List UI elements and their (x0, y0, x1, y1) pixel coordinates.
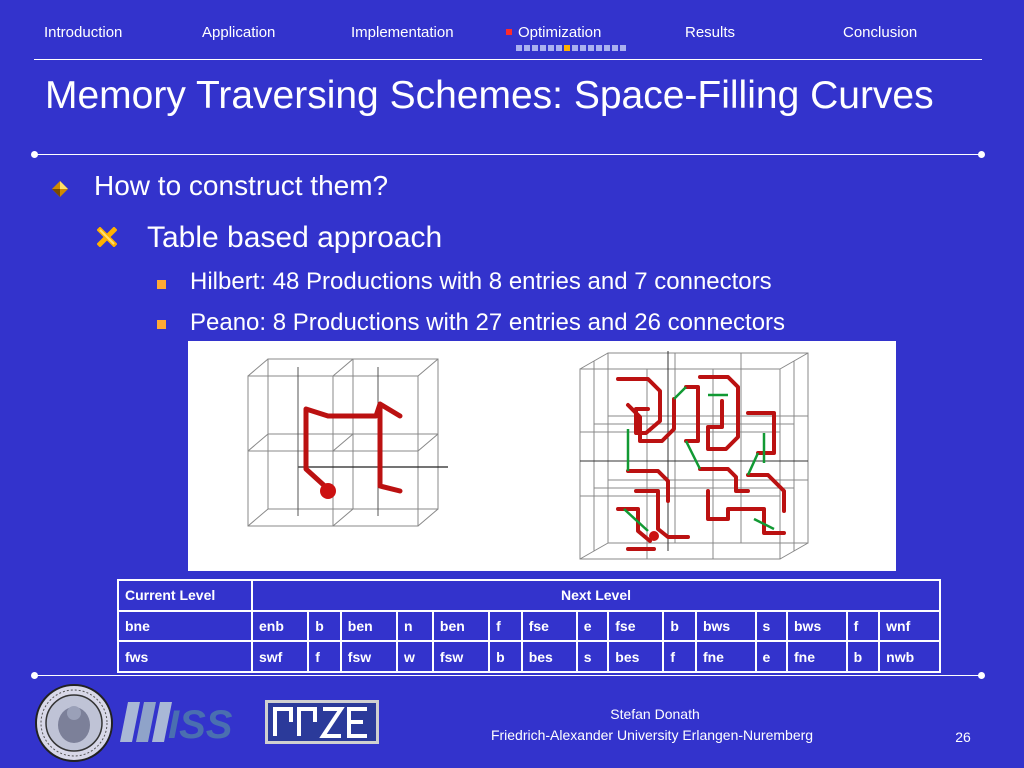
table-cell: fse (522, 611, 577, 642)
nav-item-introduction[interactable]: Introduction (44, 24, 123, 41)
page-number: 26 (955, 729, 971, 745)
table-cell: b (663, 611, 696, 642)
progress-dot (532, 45, 538, 51)
table-cell: bes (522, 641, 577, 672)
table-cell: fsw (433, 641, 489, 672)
footer-affiliation: Friedrich-Alexander University Erlangen-Nuremberg (490, 727, 814, 743)
table-cell: s (577, 641, 608, 672)
table-header-row (118, 580, 940, 611)
table-cell-current: bne (118, 611, 252, 642)
production-table (117, 579, 941, 673)
progress-dot (524, 45, 530, 51)
table-cell: f (489, 611, 522, 642)
progress-dot (556, 45, 562, 51)
table-cell: ben (433, 611, 489, 642)
diamond-bullet-icon (51, 180, 69, 198)
svg-text:ISS: ISS (168, 703, 233, 744)
table-cell: s (756, 611, 787, 642)
divider-end-dot (978, 151, 985, 158)
progress-dot (564, 45, 570, 51)
header-divider (34, 59, 982, 60)
progress-dot (612, 45, 618, 51)
footer-divider (36, 675, 982, 676)
progress-dot (604, 45, 610, 51)
square-bullet-icon (157, 320, 166, 329)
table-cell: fse (608, 611, 663, 642)
bullet-level3-peano: Peano: 8 Productions with 27 entries and 26 connectors (190, 309, 786, 336)
table-cell: b (308, 611, 341, 642)
nav-item-results[interactable]: Results (685, 24, 736, 41)
peano-curve-cube (580, 351, 808, 559)
square-bullet-icon (157, 280, 166, 289)
table-cell: enb (252, 611, 308, 642)
table-cell: w (397, 641, 433, 672)
progress-dot (516, 45, 522, 51)
progress-dot (588, 45, 594, 51)
progress-dot (540, 45, 546, 51)
title-divider (36, 154, 982, 155)
table-cell: f (308, 641, 341, 672)
table-cell: n (397, 611, 433, 642)
table-cell: e (756, 641, 787, 672)
progress-dot (580, 45, 586, 51)
lss-logo (120, 700, 258, 744)
progress-dot (572, 45, 578, 51)
table-row (118, 641, 940, 672)
header-next-level: Next Level (252, 580, 940, 611)
divider-end-dot (31, 672, 38, 679)
section-progress-indicator (516, 45, 626, 51)
nav-item-implementation[interactable]: Implementation (351, 24, 454, 41)
table-cell: f (847, 611, 880, 642)
x-bullet-icon (97, 227, 117, 247)
table-cell: ben (341, 611, 397, 642)
nav-item-application[interactable]: Application (202, 24, 276, 41)
bullet-level1: How to construct them? (94, 170, 389, 201)
table-cell: fsw (341, 641, 397, 672)
table-cell-current: fws (118, 641, 252, 672)
table-cell: fne (696, 641, 756, 672)
table-cell: wnf (879, 611, 940, 642)
table-row (118, 611, 940, 642)
progress-dot (548, 45, 554, 51)
footer-author: Stefan Donath (610, 706, 700, 722)
nav-item-conclusion[interactable]: Conclusion (843, 24, 918, 41)
header-current-level: Current Level (118, 580, 252, 611)
progress-dot (596, 45, 602, 51)
divider-end-dot (31, 151, 38, 158)
table-cell: e (577, 611, 608, 642)
divider-end-dot (978, 672, 985, 679)
rrze-logo (265, 700, 379, 744)
section-navigation (0, 0, 1024, 60)
table-cell: f (663, 641, 696, 672)
table-cell: b (847, 641, 880, 672)
table-cell: nwb (879, 641, 940, 672)
university-seal-logo (34, 683, 114, 763)
hilbert-curve-cube (248, 359, 448, 526)
progress-dot (620, 45, 626, 51)
slide-title: Memory Traversing Schemes: Space-Filling Curves (45, 74, 934, 117)
table-cell: bws (787, 611, 847, 642)
table-cell: swf (252, 641, 308, 672)
table-cell: fne (787, 641, 847, 672)
table-cell: bes (608, 641, 663, 672)
nav-item-optimization[interactable]: Optimization (506, 24, 601, 41)
bullet-level2: Table based approach (147, 221, 443, 254)
table-cell: b (489, 641, 522, 672)
bullet-level3-hilbert: Hilbert: 48 Productions with 8 entries and 7 connectors (190, 268, 772, 295)
table-cell: bws (696, 611, 756, 642)
space-filling-curves-figure (188, 341, 896, 571)
